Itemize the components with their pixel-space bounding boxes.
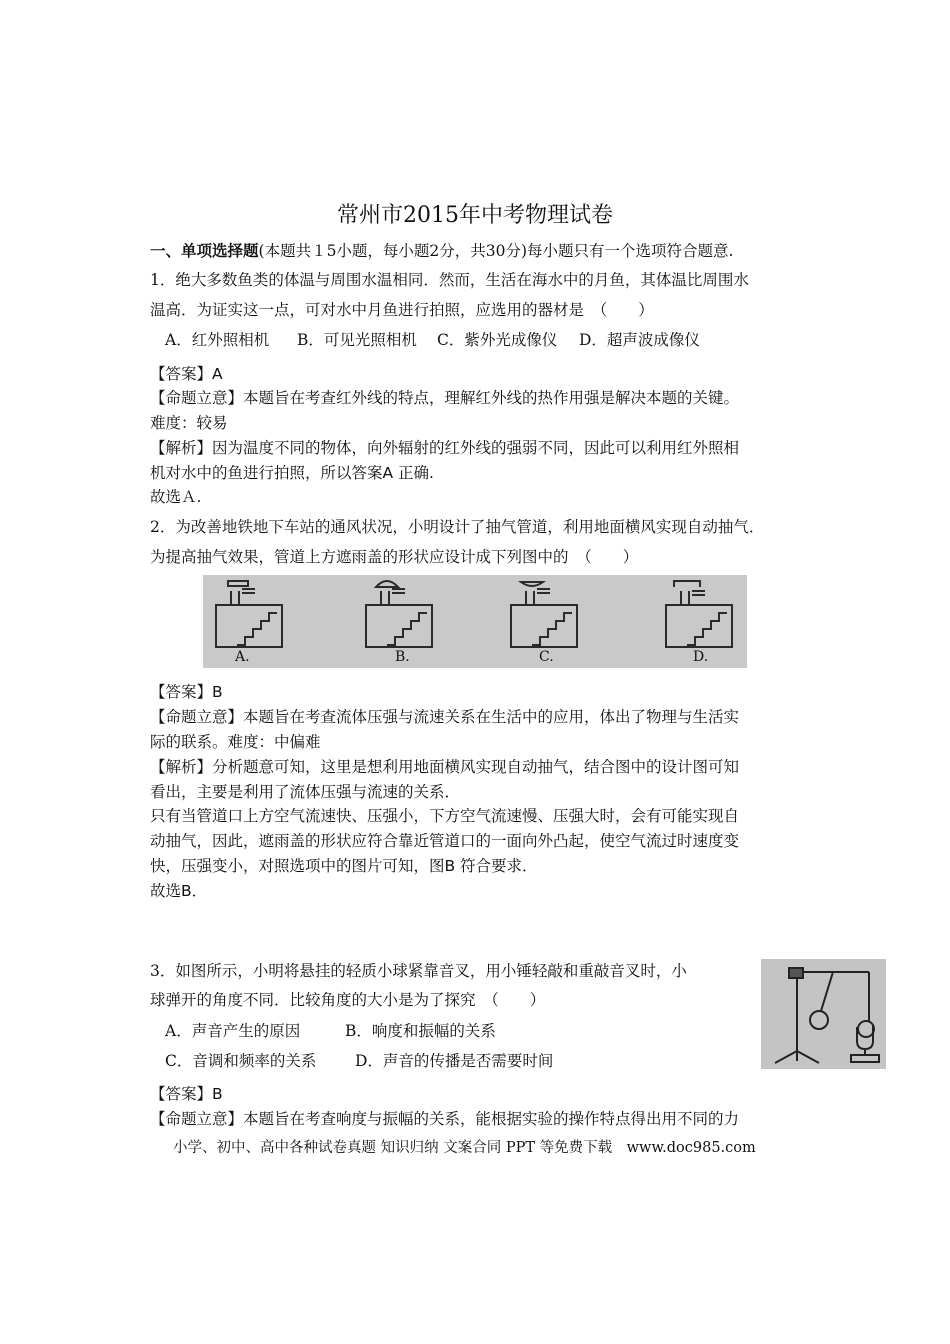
q3-intent-line-1 bbox=[150, 1109, 739, 1129]
q2-figure-label-a: A. bbox=[235, 649, 250, 665]
q1-conclusion: 故选Ａ. bbox=[150, 488, 202, 506]
q3-option-b: B．响度和振幅的关系 bbox=[345, 1022, 496, 1040]
q3-stem-line-2: 球弹开的角度不同．比较角度的大小是为了探究 （ ） bbox=[150, 991, 546, 1009]
q2-intent-line-1 bbox=[150, 707, 739, 727]
q2-figure bbox=[203, 575, 747, 668]
q1-answer-label: 【答案】 bbox=[150, 365, 213, 383]
q2-conclusion: 故选B． bbox=[150, 882, 208, 900]
q1-stem-line-1: 1．绝大多数鱼类的体温与周围水温相同．然而，生活在海水中的月鱼，其体温比周围水 bbox=[150, 271, 749, 289]
q2-figure-label-d: D. bbox=[693, 649, 709, 665]
q1-analysis-text-1: 因为温度不同的物体，向外辐射的红外线的强弱不同，因此可以利用红外照相 bbox=[212, 439, 740, 457]
q2-analysis-text-1: 分析题意可知，这里是想利用地面横风实现自动抽气，结合图中的设计图可知 bbox=[212, 758, 740, 776]
section-header bbox=[150, 241, 734, 261]
q1-option-a: A．红外照相机 bbox=[165, 331, 270, 349]
q1-analysis-line-1 bbox=[150, 438, 739, 458]
q3-option-a: A．声音产生的原因 bbox=[165, 1022, 301, 1040]
q2-analysis-line-1 bbox=[150, 757, 739, 777]
q3-figure bbox=[761, 959, 886, 1069]
q1-intent bbox=[150, 388, 739, 408]
q2-answer-label: 【答案】 bbox=[150, 683, 213, 701]
q2-analysis-line-5: 快，压强变小，对照选项中的图片可知，图B 符合要求． bbox=[150, 857, 538, 875]
q2-analysis-line-4: 动抽气，因此，遮雨盖的形状应符合靠近管道口的一面向外凸起，使空气流过时速度变 bbox=[150, 832, 740, 850]
section-description: (本题共１5小题，每小题2分，共30分)每小题只有一个选项符合题意. bbox=[258, 242, 734, 260]
q2-figure-label-b: B. bbox=[395, 649, 410, 665]
q3-stem-line-1: 3．如图所示，小明将悬挂的轻质小球紧靠音叉，用小锤轻敲和重敲音叉时，小 bbox=[150, 962, 687, 980]
q3-option-c: C．音调和频率的关系 bbox=[165, 1052, 317, 1070]
tuning-fork-apparatus-drawing bbox=[761, 959, 886, 1069]
q2-stem-line-2: 为提高抽气效果，管道上方遮雨盖的形状应设计成下列图中的 （ ） bbox=[150, 548, 639, 566]
q3-answer bbox=[150, 1084, 223, 1104]
page-footer: 小学、初中、高中各种试卷真题 知识归纳 文案合同 PPT 等免费下载 www.doc985.com bbox=[173, 1140, 756, 1156]
q2-figure-drawing bbox=[203, 575, 747, 668]
q1-stem-line-2: 温高．为证实这一点，可对水中月鱼进行拍照，应选用的器材是 （ ） bbox=[150, 301, 654, 319]
section-heading: 一、单项选择题 bbox=[150, 242, 259, 260]
q1-intent-label: 【命题立意】 bbox=[150, 389, 244, 407]
page-title: 常州市2015年中考物理试卷 bbox=[337, 203, 613, 228]
q1-answer-value: A bbox=[212, 365, 223, 383]
q1-analysis-line-2: 机对水中的鱼进行拍照，所以答案A 正确. bbox=[150, 464, 434, 482]
q2-answer bbox=[150, 682, 223, 702]
q3-intent-text: 本题旨在考查响度与振幅的关系，能根据实验的操作特点得出用不同的力 bbox=[243, 1110, 740, 1128]
q2-intent-text-1: 本题旨在考查流体压强与流速关系在生活中的应用，体出了物理与生活实 bbox=[243, 708, 740, 726]
q2-analysis-line-2: 看出，主要是利用了流体压强与流速的关系． bbox=[150, 783, 461, 801]
q1-option-d: D．超声波成像仪 bbox=[579, 331, 700, 349]
q1-analysis-label: 【解析】 bbox=[150, 439, 213, 457]
q2-intent-line-2: 际的联系。难度：中偏难 bbox=[150, 733, 321, 751]
q1-option-b: B．可见光照相机 bbox=[297, 331, 417, 349]
q1-difficulty: 难度：较易 bbox=[150, 414, 228, 432]
q1-intent-text: 本题旨在考查红外线的特点，理解红外线的热作用强是解决本题的关键。 bbox=[243, 389, 740, 407]
q1-option-c: C．紫外光成像仪 bbox=[437, 331, 558, 349]
q3-option-d: D．声音的传播是否需要时间 bbox=[355, 1052, 554, 1070]
q3-intent-label: 【命题立意】 bbox=[150, 1110, 244, 1128]
q2-analysis-line-3: 只有当管道口上方空气流速快、压强小，下方空气流速慢、压强大时，会有可能实现自 bbox=[150, 807, 740, 825]
q2-stem-line-1: 2．为改善地铁地下车站的通风状况，小明设计了抽气管道，利用地面横风实现自动抽气． bbox=[150, 518, 765, 536]
q3-answer-label: 【答案】 bbox=[150, 1085, 213, 1103]
q1-answer bbox=[150, 364, 223, 384]
q2-analysis-label: 【解析】 bbox=[150, 758, 213, 776]
q2-answer-value: B bbox=[212, 683, 223, 701]
q2-intent-label: 【命题立意】 bbox=[150, 708, 244, 726]
q2-figure-label-c: C. bbox=[539, 649, 554, 665]
q3-answer-value: B bbox=[212, 1085, 223, 1103]
